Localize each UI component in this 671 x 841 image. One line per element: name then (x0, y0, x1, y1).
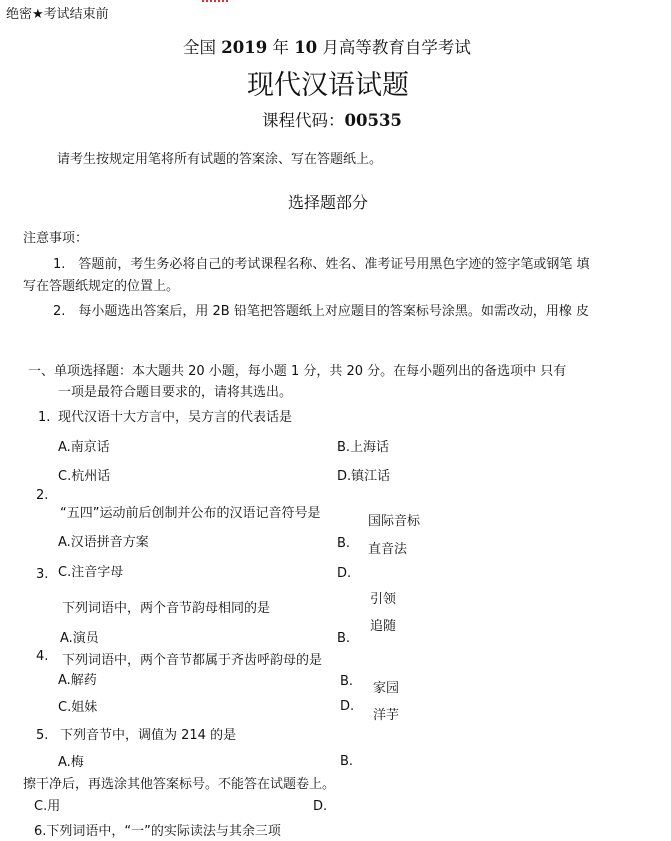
note-2-line-2: 擦干净后，再选涂其他答案标号。不能答在试题卷上。 (23, 777, 336, 792)
course-code-label: 课程代码： (262, 111, 345, 130)
q5-option-b-label: B. (340, 754, 354, 769)
confidential-label: 绝密★考试结束前 (6, 7, 109, 22)
note-1-line-1: 1. 答题前，考生务必将自己的考试课程名称、姓名、准考证号用黑色字迹的签字笔或钢笔 填 (53, 257, 590, 272)
exam-suffix: 月高等教育自学考试 (322, 38, 471, 57)
q6-stem: 6.下列词语中，“一”的实际读法与其余三项 (34, 824, 281, 839)
q2-option-b-text: 国际音标 (368, 514, 421, 529)
q4-option-b-text: 家园 (373, 681, 400, 696)
q3-option-b-text: 引领 (370, 592, 397, 607)
q5-option-a: A.梅 (58, 755, 84, 770)
q2-option-d-text: 直音法 (368, 542, 408, 557)
red-dotted-mark (202, 0, 228, 4)
exam-prefix: 全国 (183, 38, 216, 57)
exam-year: 2019 (221, 38, 268, 57)
q4-number: 4. (36, 649, 49, 664)
part1-heading-line-2: 一项是最符合题目要求的，请将其选出。 (58, 385, 293, 400)
q5-number: 5. (36, 728, 49, 743)
course-code (262, 111, 402, 131)
part1-heading-line-1: 一、单项选择题：本大题共 20 小题，每小题 1 分，共 20 分。在每小题列出的备选项中 只有 (28, 364, 567, 379)
notes-heading: 注意事项： (23, 231, 89, 246)
q2-number: 2. (36, 488, 49, 503)
note-1-line-2: 写在答题纸规定的位置上。 (23, 279, 180, 294)
instruction-text: 请考生按规定用笔将所有试题的答案涂、写在答题纸上。 (57, 152, 383, 167)
q4-option-d-label: D. (340, 699, 355, 714)
q3-number: 3. (36, 567, 49, 582)
q4-option-c: C.姐妹 (58, 700, 98, 715)
q4-stem: 下列词语中，两个音节都属于齐齿呼韵母的是 (62, 653, 323, 668)
q3-stem: 下列词语中，两个音节韵母相同的是 (62, 601, 271, 616)
exam-month: 10 (294, 38, 318, 57)
q2-option-a: A.汉语拼音方案 (58, 535, 149, 550)
q3-option-b-label: B. (337, 631, 351, 646)
q1-option-c: C.杭州话 (58, 469, 111, 484)
q4-option-a: A.解药 (58, 673, 97, 688)
exam-year-suffix: 年 (272, 38, 289, 57)
q3-option-a: A.演员 (60, 631, 99, 646)
paper-title: 现代汉语试题 (247, 70, 409, 101)
q4-option-d-text: 洋芋 (373, 708, 400, 723)
q1-number: 1. (38, 410, 51, 425)
note-2-line-1: 2. 每小题选出答案后，用 2B 铅笔把答题纸上对应题目的答案标号涂黑。如需改动，用橡 皮 (53, 304, 589, 319)
q5-option-c: C.用 (34, 799, 61, 814)
q5-stem: 下列音节中，调值为 214 的是 (60, 728, 237, 743)
course-code-value: 00535 (344, 111, 402, 130)
q2-stem: “五四”运动前后创制并公布的汉语记音符号是 (60, 506, 321, 521)
q2-option-b-label: B. (337, 536, 351, 551)
q1-stem: 现代汉语十大方言中，吴方言的代表话是 (58, 410, 293, 425)
q2-option-d-label: D. (337, 566, 352, 581)
q1-option-a: A.南京话 (58, 440, 110, 455)
q4-option-b-label: B. (340, 674, 354, 689)
q1-option-b: B.上海话 (337, 440, 390, 455)
q2-option-c: C.注音字母 (58, 565, 124, 580)
exam-title (183, 38, 471, 58)
section-title: 选择题部分 (288, 193, 369, 212)
q3-option-d-text: 追随 (370, 619, 397, 634)
q1-option-d: D.镇江话 (337, 469, 391, 484)
q5-option-d-label: D. (313, 799, 328, 814)
